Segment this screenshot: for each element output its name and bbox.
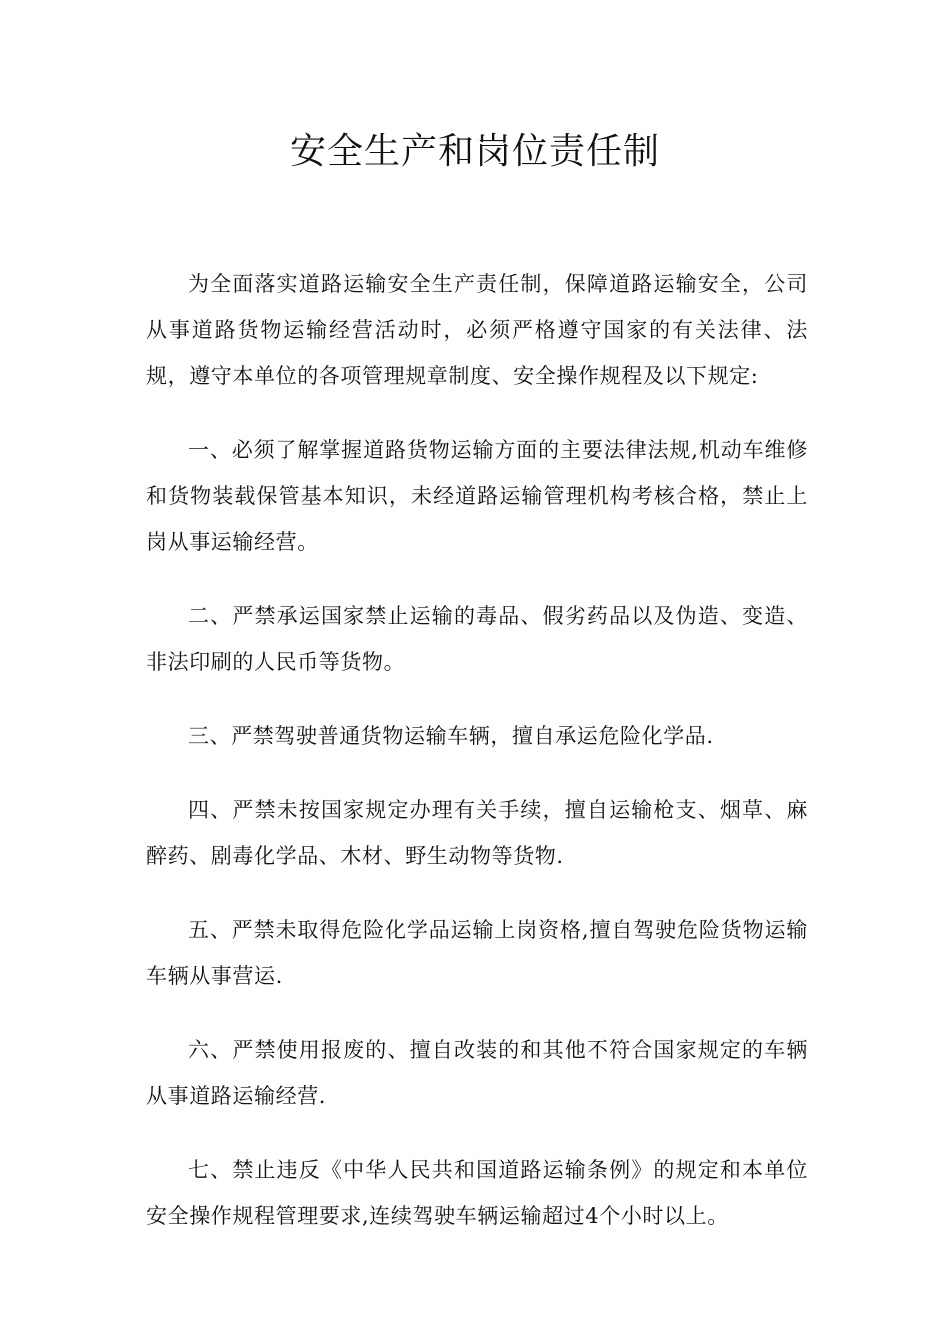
document-title: 安全生产和岗位责任制 (289, 131, 660, 172)
rule-paragraph-2: 二、严禁承运国家禁止运输的毒品、假劣药品以及伪造、变造、非法印刷的人民币等货物。 (146, 604, 808, 674)
rule-paragraph-3: 三、严禁驾驶普通货物运输车辆，擅自承运危险化学品. (188, 724, 714, 748)
intro-paragraph: 为全面落实道路运输安全生产责任制，保障道路运输安全，公司从事道路货物运输经营活动时，必须严格遵守国家的有关法律、法规，遵守本单位的各项管理规章制度、安全操作规程及以下规定: (146, 272, 808, 388)
rule-paragraph-4: 四、严禁未按国家规定办理有关手续，擅自运输枪支、烟草、麻醉药、剧毒化学品、木材、野生动物等货物. (146, 798, 808, 868)
document-body (146, 261, 808, 1267)
rule-paragraph-1: 一、必须了解掌握道路货物运输方面的主要法律法规,机动车维修和货物装载保管基本知识，未经道路运输管理机构考核合格，禁止上岗从事运输经营。 (146, 438, 808, 554)
rule-paragraph-6: 六、严禁使用报废的、擅自改装的和其他不符合国家规定的车辆从事道路运输经营. (146, 1038, 808, 1108)
rule-paragraph-5: 五、严禁未取得危险化学品运输上岗资格,擅自驾驶危险货物运输车辆从事营运. (146, 918, 808, 988)
rule-paragraph-7: 七、禁止违反《中华人民共和国道路运输条例》的规定和本单位安全操作规程管理要求,连续驾驶车辆运输超过4个小时以上。 (146, 1158, 808, 1228)
